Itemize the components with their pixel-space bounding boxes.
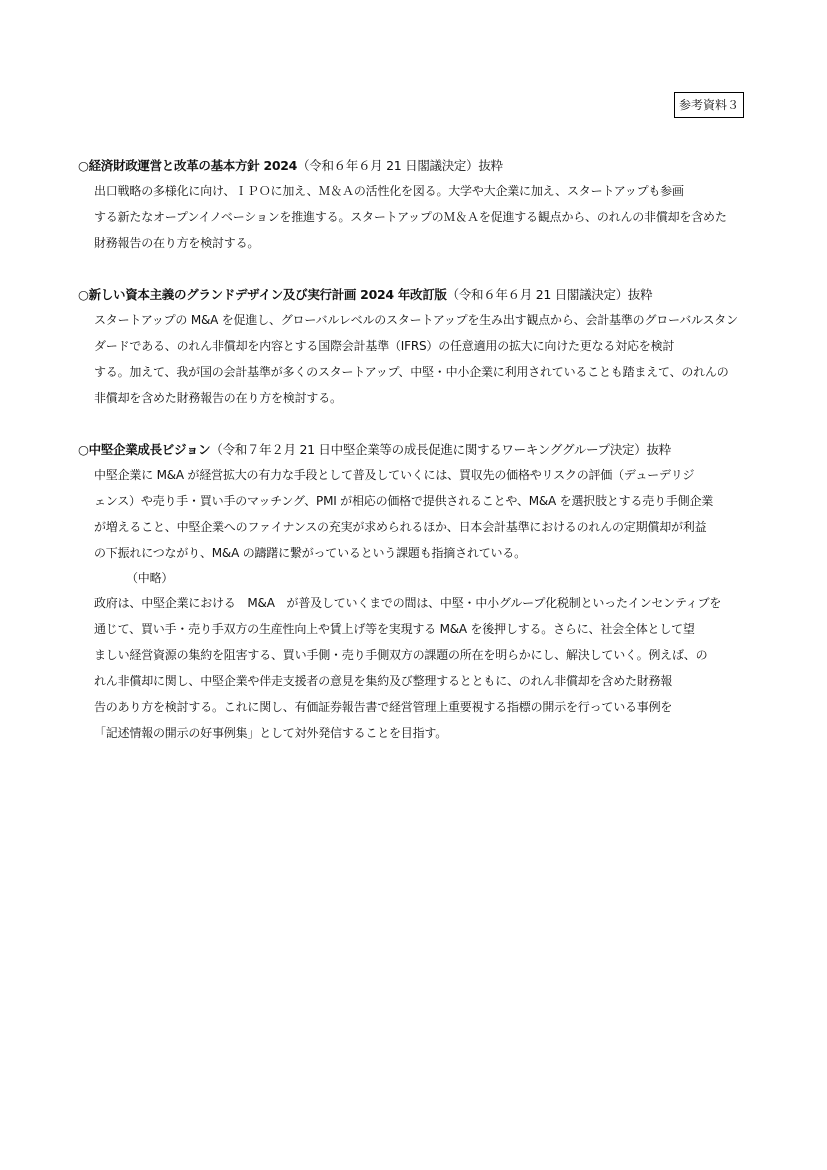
section-note: （令和６年６月 21 日閣議決定）抜粋	[446, 287, 653, 302]
text-line: する。加えて、我が国の会計基準が多くのスタートアップ、中堅・中小企業に利用されていることも踏まえて、のれんの	[94, 365, 729, 379]
section-text	[94, 462, 750, 746]
section-heading	[78, 153, 750, 178]
text-line: 告のあり方を検討する。これに関し、有価証券報告書で経営管理上重要視する指標の開示を行っている事例を	[94, 700, 673, 714]
section-title: 新しい資本主義のグランドデザイン及び実行計画 2024 年改訂版	[88, 287, 447, 302]
section-heading	[78, 437, 750, 462]
section-note: （令和６年６月 21 日閣議決定）抜粋	[297, 158, 503, 173]
section-note: （令和７年２月 21 日中堅企業等の成長促進に関するワーキンググループ決定）抜粋	[210, 442, 671, 457]
text-line: する新たなオープンイノベーションを推進する。スタートアップのＭ＆Ａを促進する観点から、のれんの非償却を含めた	[94, 210, 727, 224]
section-title: 経済財政運営と改革の基本方針 2024	[88, 158, 298, 173]
section-heading	[78, 282, 750, 307]
bullet-icon: ○	[78, 158, 89, 173]
section-basic-policy	[78, 153, 750, 256]
section-text	[94, 307, 750, 411]
bullet-icon: ○	[78, 442, 89, 457]
text-line: 財務報告の在り方を検討する。	[94, 236, 260, 250]
text-line: 非償却を含めた財務報告の在り方を検討する。	[94, 391, 342, 405]
text-line: 「記述情報の開示の好事例集」として対外発信することを目指す。	[94, 726, 448, 740]
text-line: が増えること、中堅企業へのファイナンスの充実が求められるほか、日本会計基準におけるのれんの定期償却が利益	[94, 520, 707, 534]
text-line: れん非償却に関し、中堅企業や伴走支援者の意見を集約及び整理するとともに、のれん非償却を含めた財務報	[94, 674, 673, 688]
omission-marker: （中略）	[126, 571, 174, 585]
text-line: ダードである、のれん非償却を内容とする国際会計基準（IFRS）の任意適用の拡大に向けた更なる対応を検討	[94, 339, 675, 353]
text-line: の下振れにつながり、M&A の躊躇に繋がっているという課題も指摘されている。	[94, 546, 526, 560]
text-line: 出口戦略の多様化に向け、ＩＰＯに加え、Ｍ＆Ａの活性化を図る。大学や大企業に加え、スタートアップも参画	[94, 184, 684, 198]
reference-label: 参考資料３	[674, 92, 744, 118]
text-line: ェンス）や売り手・買い手のマッチング、PMI が相応の価格で提供されることや、M&A を選択肢とする売り手側企業	[94, 494, 714, 508]
document-body	[78, 153, 750, 772]
section-midsize-vision	[78, 437, 750, 746]
bullet-icon: ○	[78, 287, 89, 302]
section-new-capitalism	[78, 282, 750, 411]
text-line: 政府は、中堅企業における M&A が普及していくまでの間は、中堅・中小グループ化税制といったインセンティブを	[94, 596, 722, 610]
section-text	[94, 178, 750, 256]
text-line: 通じて、買い手・売り手双方の生産性向上や賃上げ等を実現する M&A を後押しする。さらに、社会全体として望	[94, 622, 695, 636]
text-line: スタートアップの M&A を促進し、グローバルレベルのスタートアップを生み出す観点から、会計基準のグローバルスタン	[94, 313, 738, 327]
text-line: ましい経営資源の集約を阻害する、買い手側・売り手側双方の課題の所在を明らかにし、解決していく。例えば、の	[94, 648, 708, 662]
section-title: 中堅企業成長ビジョン	[88, 442, 211, 457]
text-line: 中堅企業に M&A が経営拡大の有力な手段として普及していくには、買収先の価格やリスクの評価（デューデリジ	[94, 468, 695, 482]
